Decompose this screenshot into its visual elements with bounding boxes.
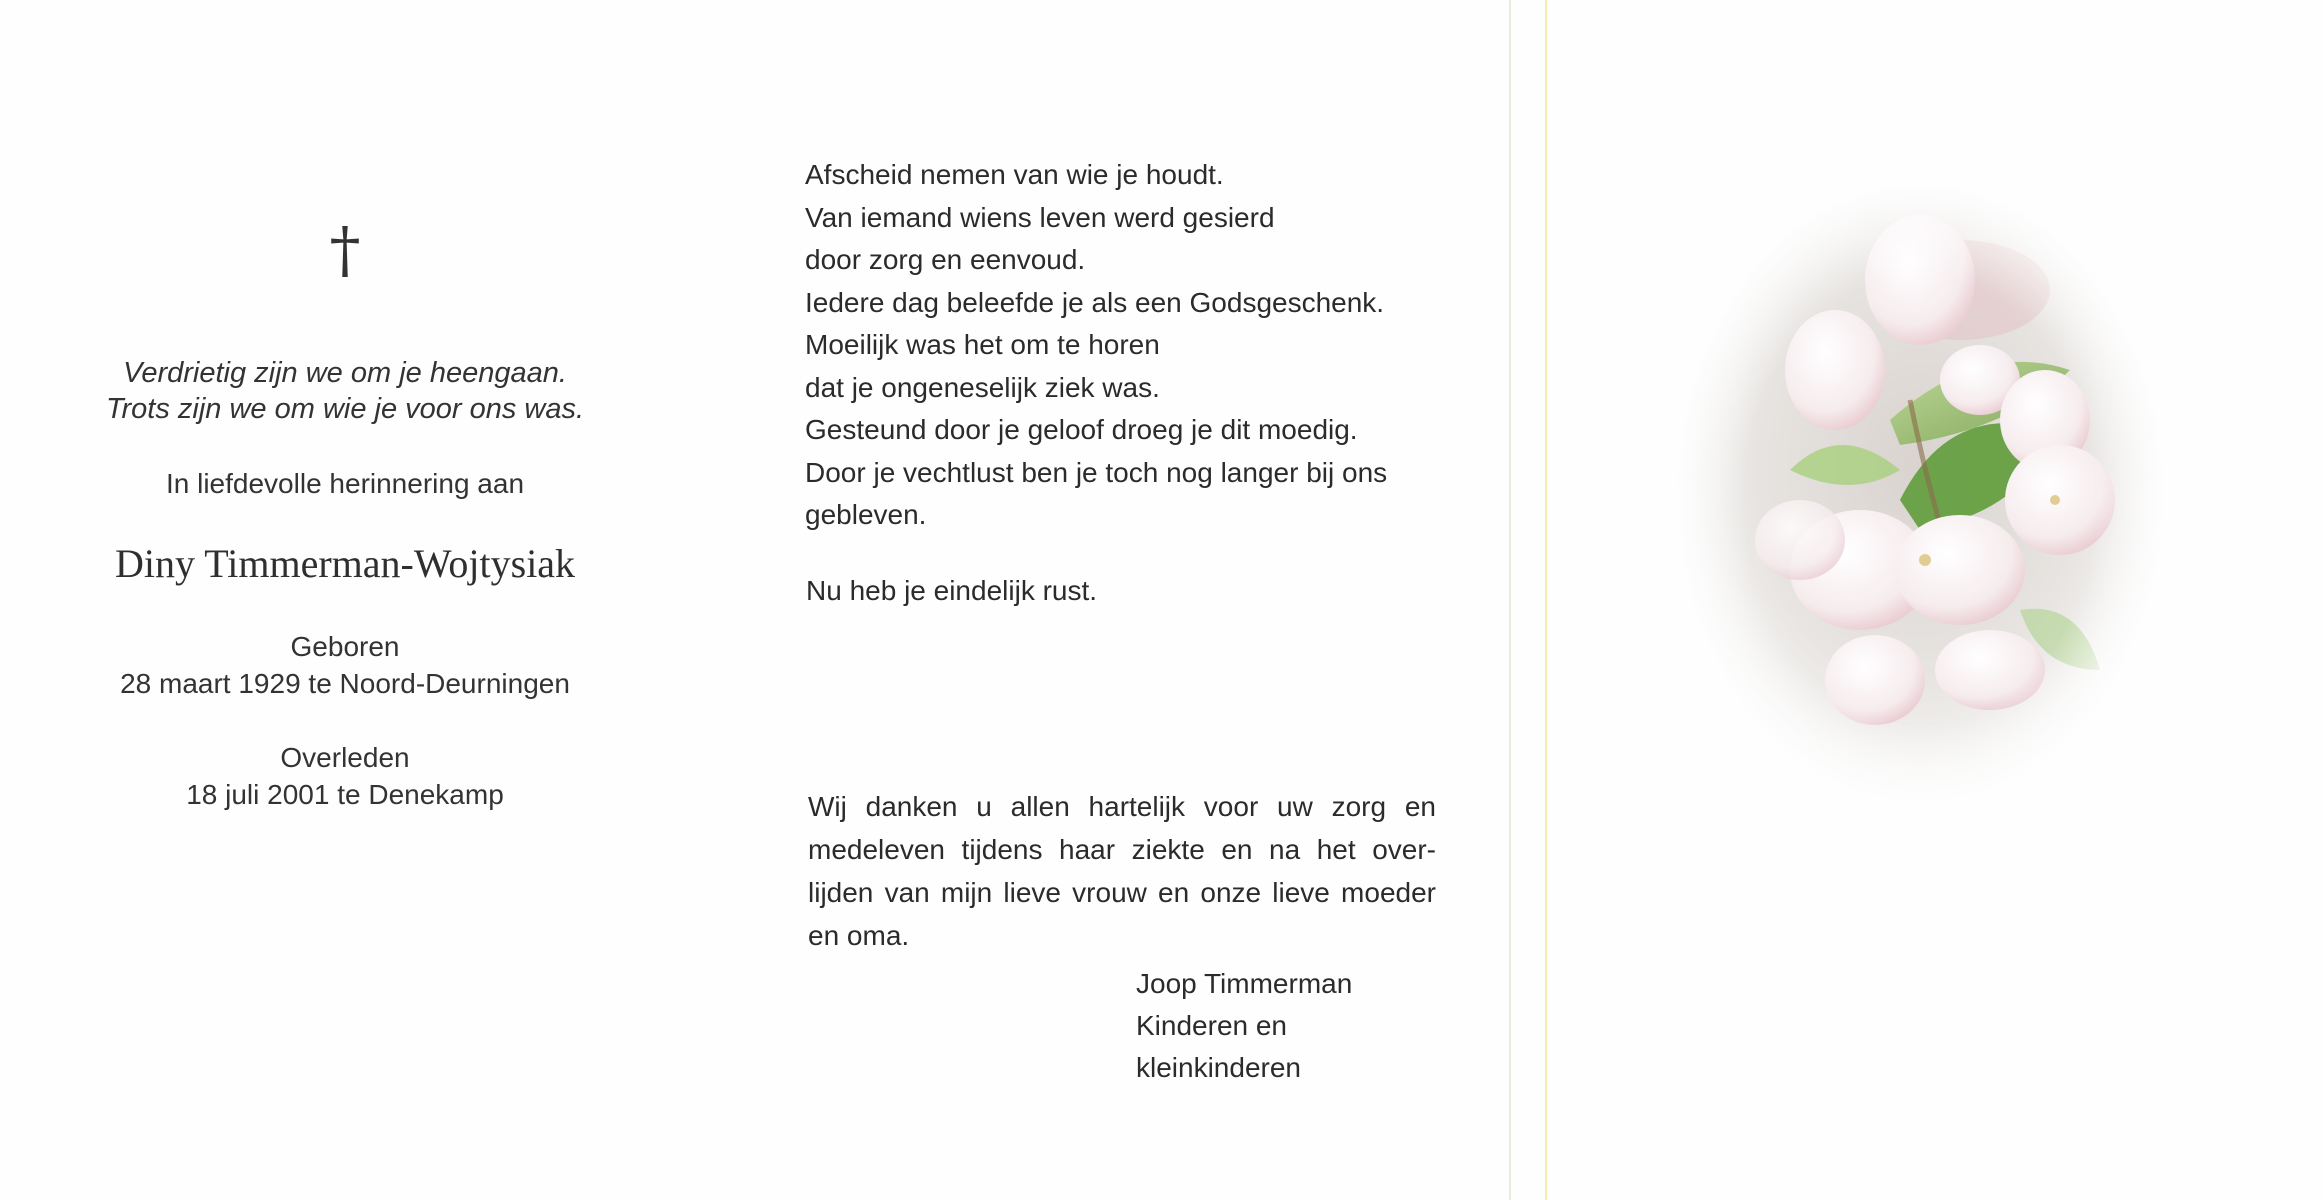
poem-closing: Nu heb je eindelijk rust. bbox=[806, 575, 1098, 606]
signature bbox=[1136, 963, 1352, 1089]
cross-icon: † bbox=[329, 213, 361, 286]
signature-line: kleinkinderen bbox=[1136, 1052, 1301, 1083]
deceased-name: Diny Timmerman-Wojtysiak bbox=[114, 541, 576, 586]
apple-blossom-photo bbox=[1660, 170, 2180, 830]
poem-line: Moeilijk was het om te horen bbox=[805, 329, 1160, 360]
born-detail: 28 maart 1929 te Noord-Deurningen bbox=[120, 668, 570, 699]
signature-line: Joop Timmerman bbox=[1136, 968, 1353, 999]
fold-line bbox=[1545, 0, 1547, 1200]
memory-intro: In liefdevolle herinnering aan bbox=[165, 468, 525, 499]
opening-verse bbox=[0, 355, 690, 427]
verse-line: Verdrietig zijn we om je heengaan. bbox=[123, 357, 567, 389]
poem-line: Door je vechtlust ben je toch nog langer bij ons bbox=[805, 456, 1388, 488]
poem bbox=[805, 154, 1485, 537]
poem-line: door zorg en eenvoud. bbox=[805, 244, 1086, 275]
died-detail: 18 juli 2001 te Denekamp bbox=[186, 779, 504, 810]
blossom-illustration bbox=[1660, 170, 2180, 830]
poem-line: gebleven. bbox=[805, 499, 927, 530]
poem-line: Gesteund door je geloof droeg je dit moedig. bbox=[805, 414, 1358, 445]
fold-line bbox=[1509, 0, 1511, 1200]
verse-line: Trots zijn we om wie je voor ons was. bbox=[105, 393, 585, 425]
left-panel bbox=[0, 0, 690, 1200]
born-label: Geboren bbox=[290, 631, 400, 662]
birth-info bbox=[0, 628, 690, 702]
died-label: Overleden bbox=[280, 742, 410, 773]
signature-line: Kinderen en bbox=[1136, 1010, 1288, 1041]
thanks-paragraph: Wij danken u allen hartelijk voor uw zorg en medeleven tijdens haar ziekte en na het over-lijden van mijn lieve vrouw en onze lieve moeder en oma. bbox=[808, 791, 1436, 951]
poem-line: Afscheid nemen van wie je houdt. bbox=[805, 159, 1224, 190]
poem-line: dat je ongeneselijk ziek was. bbox=[805, 371, 1160, 403]
death-info bbox=[0, 739, 690, 813]
poem-line: Van iemand wiens leven werd gesierd bbox=[805, 201, 1275, 233]
poem-line: Iedere dag beleefde je als een Godsgeschenk. bbox=[805, 286, 1385, 318]
